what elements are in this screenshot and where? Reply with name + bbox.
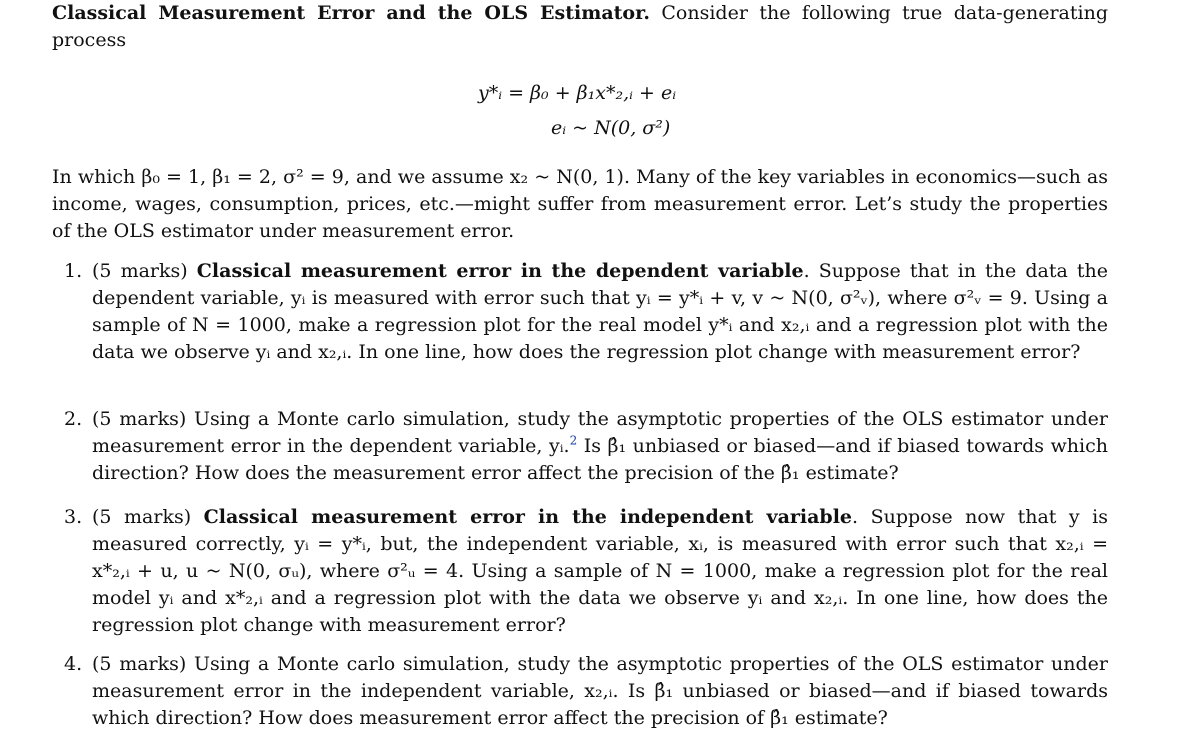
intro-paragraph: [52, 0, 1108, 54]
item-text-continued: Is β̂₁ unbiased or biased—and if biased towards which direction? How does the measurement error affect the precision of the β̂₁ estimate?: [92, 435, 1108, 484]
item-text: Using a Monte carlo simulation, study the asymptotic properties of the OLS estimator under measurement error in the dependent variable, yᵢ.: [92, 408, 1108, 457]
item-marks: (5 marks): [92, 653, 194, 675]
item-heading: Classical measurement error in the dependent variable: [196, 260, 804, 282]
footnote-marker[interactable]: 2: [569, 433, 578, 448]
equation-line-2: eᵢ ~ N(0, σ²): [551, 117, 671, 139]
item-marks: (5 marks): [92, 260, 197, 282]
item-number: 2.: [64, 408, 83, 430]
item-number: 1.: [64, 260, 83, 282]
section-heading: Classical Measurement Error and the OLS Estimator.: [52, 2, 650, 24]
item-number: 4.: [64, 653, 83, 675]
list-item: [52, 406, 1108, 487]
list-item: [52, 258, 1108, 366]
item-text: . Suppose that in the data the dependent variable, yᵢ is measured with error such that yᵢ = y*ᵢ + v, v ~ N(0, σ²ᵥ), where σ²ᵥ = 9. Using a sample of N = 1000, make a regression plot for the real model y*ᵢ and x₂,ᵢ and a regression plot with the data we observe yᵢ and x₂,ᵢ. In one line, how does the regression plot change with measurement error?: [92, 260, 1109, 363]
setup-paragraph: In which β₀ = 1, β₁ = 2, σ² = 9, and we assume x₂ ~ N(0, 1). Many of the key variables in economics—such as income, wages, consumption, prices, etc.—might suffer from measurement error. Let’s study the properties of the OLS estimator under measurement error.: [52, 166, 1108, 242]
item-number: 3.: [64, 506, 83, 528]
item-text: Using a Monte carlo simulation, study the asymptotic properties of the OLS estimator under measurement error in the independent variable, x₂,ᵢ. Is β̂₁ unbiased or biased—and if biased towards which direction? How does measurement error affect the precision of β̂₁ estimate?: [92, 653, 1108, 729]
item-marks: (5 marks): [92, 408, 194, 430]
list-item: [52, 504, 1108, 639]
equation-line-1: y*ᵢ = β₀ + β₁x*₂,ᵢ + eᵢ: [478, 82, 677, 104]
list-item: [52, 651, 1108, 732]
item-text: . Suppose now that y is measured correctly, yᵢ = y*ᵢ, but, the independent variable, xᵢ, is measured with error such that x₂,ᵢ = x*₂,ᵢ + u, u ~ N(0, σᵤ), where σ²ᵤ = 4. Using a sample of N = 1000, make a regression plot for the real model yᵢ and x*₂,ᵢ and a regression plot with the data we observe yᵢ and x₂,ᵢ. In one line, how does the regression plot change with measurement error?: [92, 506, 1109, 636]
item-marks: (5 marks): [92, 506, 204, 528]
item-heading: Classical measurement error in the independent variable: [203, 506, 853, 528]
intro-text: Consider the following true data-generating process: [52, 2, 1108, 51]
